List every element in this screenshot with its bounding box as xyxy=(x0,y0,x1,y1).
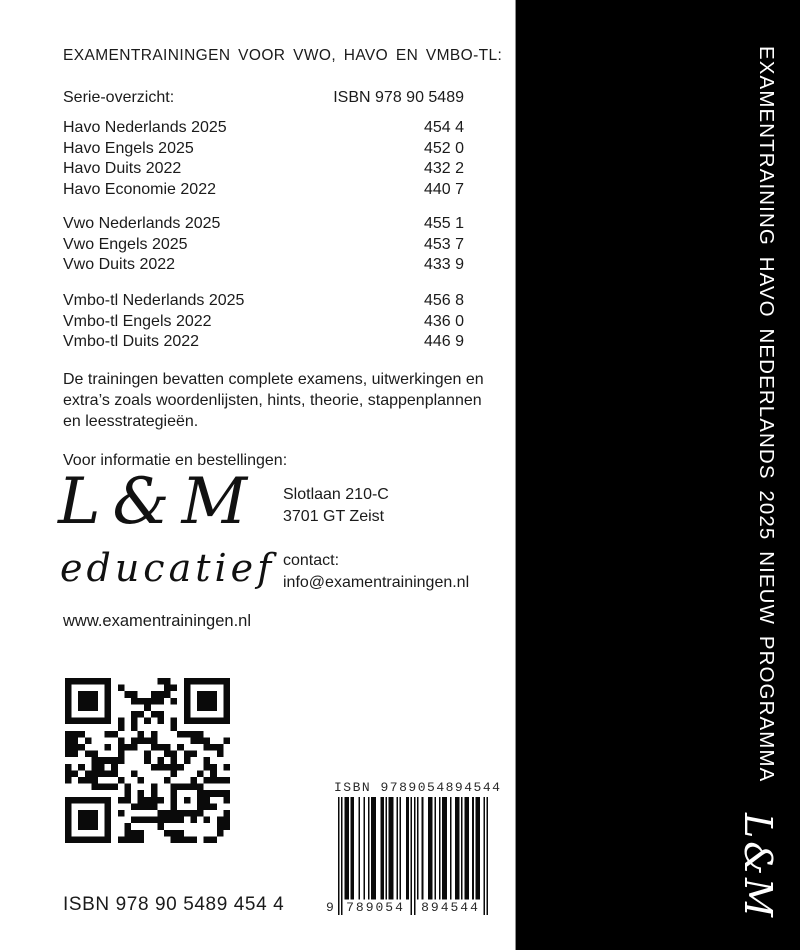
series-title: Havo Duits 2022 xyxy=(63,160,182,177)
series-row xyxy=(63,139,464,160)
publisher-logo: L&M xyxy=(58,465,259,539)
barcode-digit-group: 9 xyxy=(326,900,334,915)
publisher-logo-subtitle: educatief xyxy=(60,546,276,590)
address-city: 3701 GT Zeist xyxy=(283,508,385,525)
website-url: www.examentrainingen.nl xyxy=(63,612,252,630)
series-row xyxy=(63,312,464,333)
spacer xyxy=(283,528,469,550)
series-row xyxy=(63,255,464,276)
series-row xyxy=(63,332,464,353)
series-group-havo xyxy=(63,118,464,200)
series-row xyxy=(63,291,464,312)
series-code: 455 1 xyxy=(423,215,464,232)
series-code: 440 7 xyxy=(423,180,464,198)
series-row xyxy=(63,235,464,256)
series-title: Havo Nederlands 2025 xyxy=(63,119,227,136)
series-code: 453 7 xyxy=(423,235,464,253)
address-street: Slotlaan 210-C xyxy=(283,486,389,503)
series-row xyxy=(63,118,464,139)
barcode-digits xyxy=(326,900,488,915)
book-spine xyxy=(515,0,800,950)
series-code: 432 2 xyxy=(423,160,464,177)
series-group-vmbo xyxy=(63,291,464,353)
series-code: 436 0 xyxy=(423,312,464,330)
isbn-barcode xyxy=(326,780,502,915)
series-code: 452 0 xyxy=(423,139,464,157)
series-code: 456 8 xyxy=(423,292,464,309)
series-isbn-prefix: ISBN 978 90 5489 xyxy=(333,89,464,106)
contact-block xyxy=(283,484,469,594)
series-title: Vwo Nederlands 2025 xyxy=(63,215,221,232)
series-title: Vmbo-tl Engels 2022 xyxy=(63,312,212,330)
series-row xyxy=(63,214,464,235)
series-overview-row xyxy=(63,89,464,107)
series-label: Serie-overzicht: xyxy=(63,89,175,106)
spine-publisher-logo: L&M xyxy=(736,813,780,920)
barcode-header-text: ISBN 9789054894544 xyxy=(334,780,502,795)
description-paragraph: De trainingen bevatten complete examens, uitwerkingen en extra’s zoals woordenlijsten, hints, theorie, stappenplannen en leesstrategieën. xyxy=(63,371,484,430)
series-row xyxy=(63,159,464,180)
qr-code xyxy=(65,678,230,843)
contact-label: contact: xyxy=(283,552,340,569)
series-title: Vmbo-tl Nederlands 2025 xyxy=(63,292,245,309)
info-label: Voor informatie en bestellingen: xyxy=(63,452,288,469)
contact-email: info@examentrainingen.nl xyxy=(283,574,470,591)
headline: EXAMENTRAININGEN VOOR VWO, HAVO EN VMBO-TL: xyxy=(63,47,503,64)
isbn-footer: ISBN 978 90 5489 454 4 xyxy=(63,894,285,915)
series-title: Havo Economie 2022 xyxy=(63,180,216,198)
barcode-digit-group: 789054 xyxy=(346,900,405,915)
series-title: Havo Engels 2025 xyxy=(63,139,194,157)
series-title: Vmbo-tl Duits 2022 xyxy=(63,333,200,350)
series-row xyxy=(63,180,464,201)
series-code: 454 4 xyxy=(423,119,464,136)
barcode-digit-group: 894544 xyxy=(421,900,480,915)
spine-title: EXAMENTRAINING HAVO NEDERLANDS 2025 NIEUW PROGRAMMA xyxy=(755,46,778,783)
series-group-vwo xyxy=(63,214,464,276)
series-title: Vwo Duits 2022 xyxy=(63,256,176,273)
series-code: 446 9 xyxy=(423,333,464,350)
series-title: Vwo Engels 2025 xyxy=(63,235,188,253)
series-code: 433 9 xyxy=(423,256,464,273)
